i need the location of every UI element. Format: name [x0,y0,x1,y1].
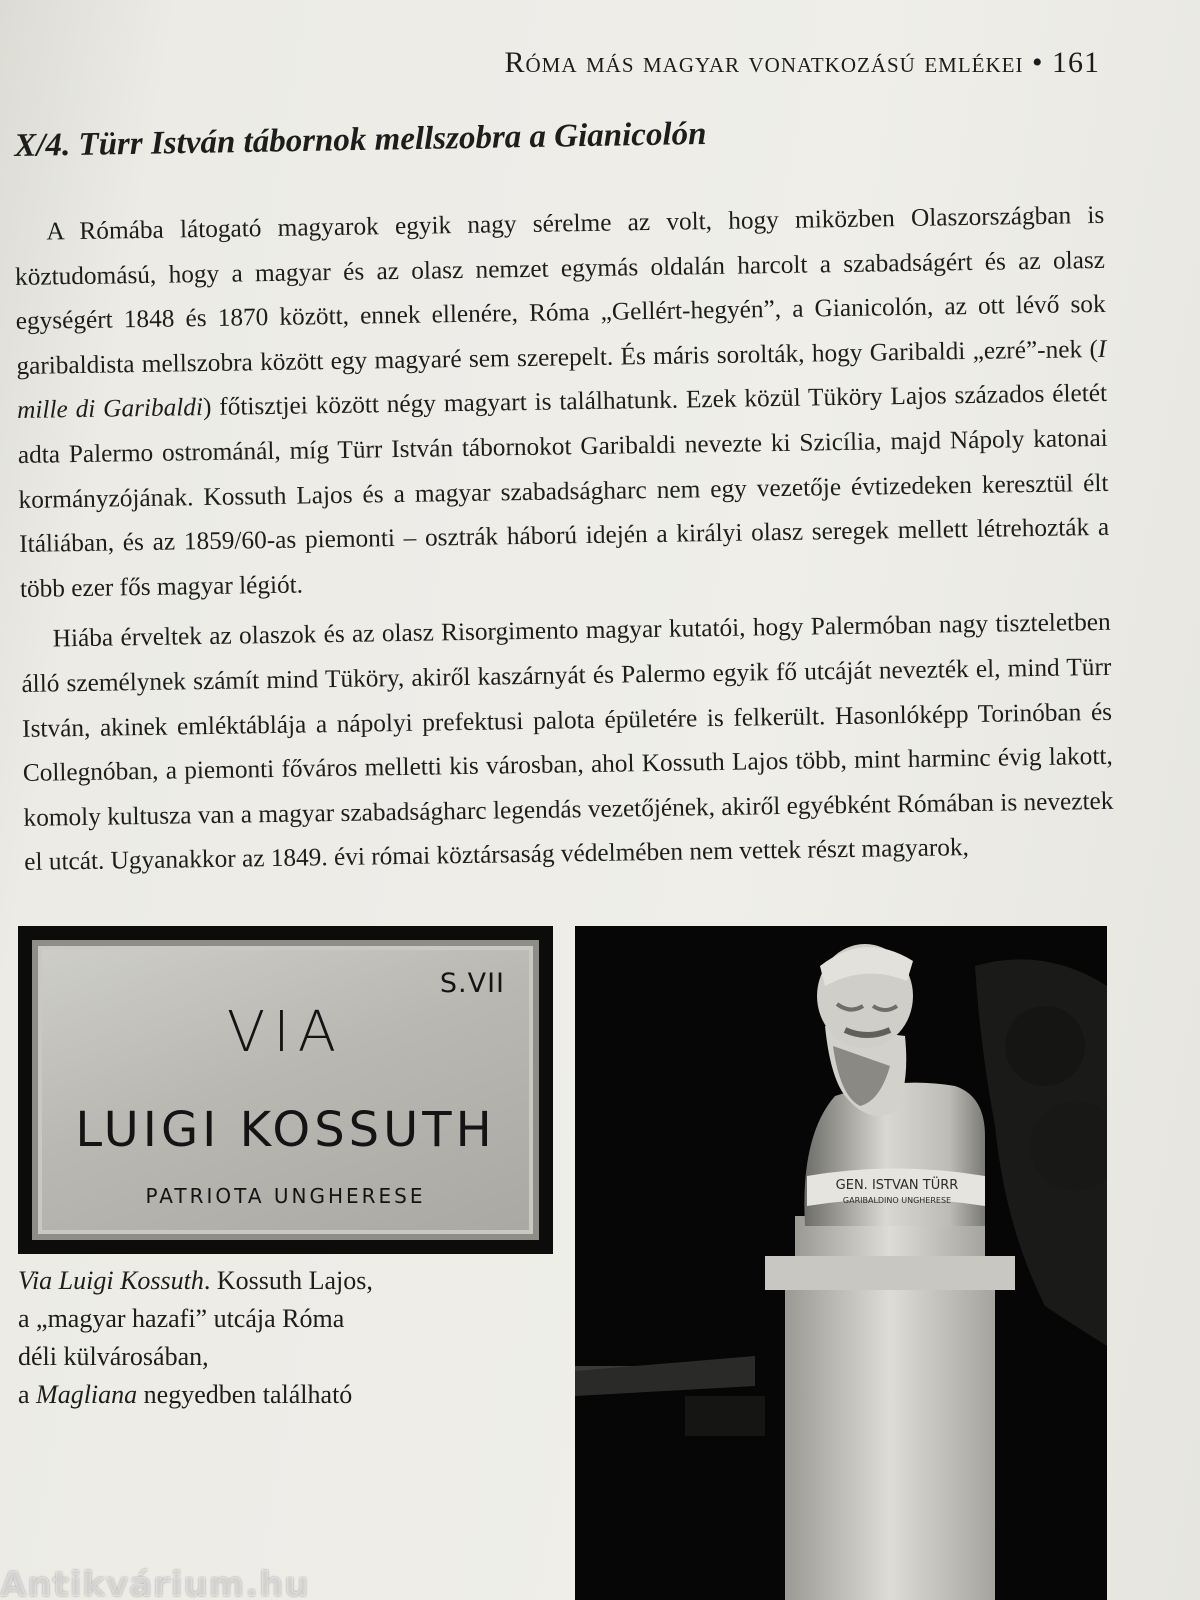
bust-photo [575,926,1107,1600]
street-sign-photo [18,926,553,1254]
section-title: X/4. Türr István tábornok mellszobra a Gianicolón [14,115,707,164]
sign-subtitle: PATRIOTA UNGHERESE [145,1184,426,1208]
sign-street-name: LUIGI KOSSUTH [75,1102,496,1158]
caption-italic-title: Via Luigi Kossuth [18,1266,204,1295]
bust-inscription-line-2: GARIBALDINO UNGHERESE [842,1196,952,1205]
paragraph-2: Hiába érveltek az olaszok és az olasz Risorgimento magyar kutatói, hogy Palermóban nagy tiszteletben álló személynek számít mind Tüköry, akiről kaszárnyát és Palermo egyik fő utcáját nevezték el, mind Türr István, akinek emléktáblája a nápolyi prefektusi palota épületére is felkerült. Hasonlóképp Torinóban és Collegnóban, a piemonti főváros melletti kis városban, ahol Kossuth Lajos több, mint harminc évig lakott, komoly kultusza van a magyar szabadságharc legendás vezetőjének, akiről egyébként Rómában is neveztek el utcát. Ugyanakkor az 1849. évi római köztársaság védelmében nem vettek részt magyarok, [21,608,1114,877]
paragraph-1-italic: I mille di Garibaldi [16,334,1107,425]
caption-line-1-rest: . Kossuth Lajos, [203,1266,373,1295]
street-sign-plate [32,940,539,1240]
paragraph-1-part-a: A Rómába látogató magyarok egyik nagy sérelme az volt, hogy miközben Olaszországban is köztudomású, hogy a magyar és az olasz nemzet egymás oldalán harcolt a szabadságért és az olasz egységért 1848 és 1870 között, ennek ellenére, Róma „Gellért-hegyén”, a Gianicolón, az ott lévő sok garibaldista mellszobra között egy magyaré sem szerepelt. És máris sorolták, hogy Garibaldi „ezré”-nek ( [14,200,1106,380]
caption-line-4 [18,1376,418,1414]
caption-line-4-prefix: a [18,1380,37,1409]
caption-line-1 [18,1262,418,1300]
caption-line-4-italic: Magliana [36,1380,138,1409]
caption-line-4-rest: negyedben található [137,1380,353,1409]
caption-line-3: déli külvárosában, [18,1342,209,1371]
sign-sector-label: S.VII [439,968,505,999]
body-text [14,193,1114,885]
bust-illustration [575,926,1107,1600]
paragraph-1 [14,193,1110,611]
watermark: Antikvárium.hu [0,1565,310,1600]
caption-line-2: a „magyar hazafi” utcája Róma [18,1304,345,1333]
sign-via-label: VIA [226,1000,345,1065]
running-head: Róma más magyar vonatkozású emlékei • 161 [504,46,1100,79]
bust-inscription-line-1: GEN. ISTVAN TÜRR [835,1178,959,1193]
paragraph-1-part-b: ) főtisztjei között négy magyart is találhatunk. Ezek közül Tüköry Lajos százados életét adta Palermo ostrománál, míg Türr István tábornokot Garibaldi nevezte ki Szicília, majd Nápoly katonai kormányzójának. Kossuth Lajos és a magyar szabadságharc nem egy vezetője évtizedeken keresztül élt Itáliában, és az 1859/60-as piemonti – osztrák háború idején a királyi olasz seregek mellett létrehozták a több ezer fős magyar légiót. [17,379,1110,603]
photo-caption [18,1262,418,1414]
